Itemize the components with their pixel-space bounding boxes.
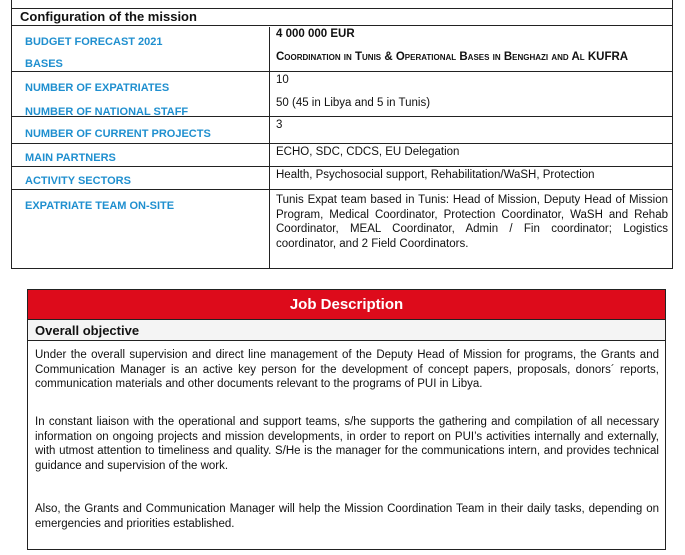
paragraph-liaison: In constant liaison with the operational and support teams, s/he supports the gathering and compilation of all necessary information on ongoing projects and mission developments, in order to report on PUI’s activities internally and externally, with utmost attention to timeliness and quality. S/He is the manager for the communications intern, and provides technical guidance and supervision of the work.: [35, 416, 659, 473]
job-description-header: Job Description: [28, 290, 665, 319]
table-row: [12, 144, 672, 167]
row-value-national-staff: 50 (45 in Libya and 5 in Tunis): [276, 97, 431, 109]
row-value-bases: Coordination in Tunis & Operational Bases in Benghazi and Al KUFRA: [276, 51, 629, 63]
table-row: [12, 72, 672, 117]
table-row: [12, 27, 672, 72]
row-value-activity-sectors: Health, Psychosocial support, Rehabilitation/WaSH, Protection: [276, 169, 595, 181]
row-label-current-projects: NUMBER OF CURRENT PROJECTS: [25, 128, 211, 140]
row-label-main-partners: MAIN PARTNERS: [25, 152, 116, 164]
row-label-activity-sectors: ACTIVITY SECTORS: [25, 175, 131, 187]
row-value-main-partners: ECHO, SDC, CDCS, EU Delegation: [276, 146, 460, 158]
row-value-expatriate-team: Tunis Expat team based in Tunis: Head of Mission, Deputy Head of Mission Program, Medical Coordinator, Protection Coordinator, WaSH and Rehab Coordinator, MEAL Coordinator, Admin / Fin coordinator; Logistics coordinator, and 2 Field Coordinators.: [276, 194, 668, 250]
configuration-title: Configuration of the mission: [12, 8, 672, 26]
table-row: [12, 117, 672, 144]
row-value-current-projects: 3: [276, 119, 283, 131]
table-row: [12, 167, 672, 190]
row-label-budget: BUDGET FORECAST 2021: [25, 36, 163, 48]
row-label-national-staff: NUMBER OF NATIONAL STAFF: [25, 106, 189, 118]
row-label-bases: BASES: [25, 58, 63, 70]
paragraph-coordination: Also, the Grants and Communication Manager will help the Mission Coordination Team in their daily tasks, depending on emergencies and priorities established.: [35, 503, 659, 530]
row-value-budget: 4 000 000 EUR: [276, 28, 355, 40]
row-label-expatriates: NUMBER OF EXPATRIATES: [25, 82, 170, 94]
job-description-box: [27, 289, 666, 550]
overall-objective-title: Overall objective: [28, 319, 665, 341]
row-label-expatriate-team: EXPATRIATE TEAM ON-SITE: [25, 200, 175, 212]
row-value-expatriates: 10: [276, 74, 289, 86]
paragraph-supervision: Under the overall supervision and direct line management of the Deputy Head of Mission for programs, the Grants and Communication Manager is an active key person for the development of concept papers, proposals, donors´ reports, communication materials and other documents relevant to the programs of PUI in Libya.: [35, 349, 659, 391]
mission-configuration-table: [11, 0, 673, 269]
